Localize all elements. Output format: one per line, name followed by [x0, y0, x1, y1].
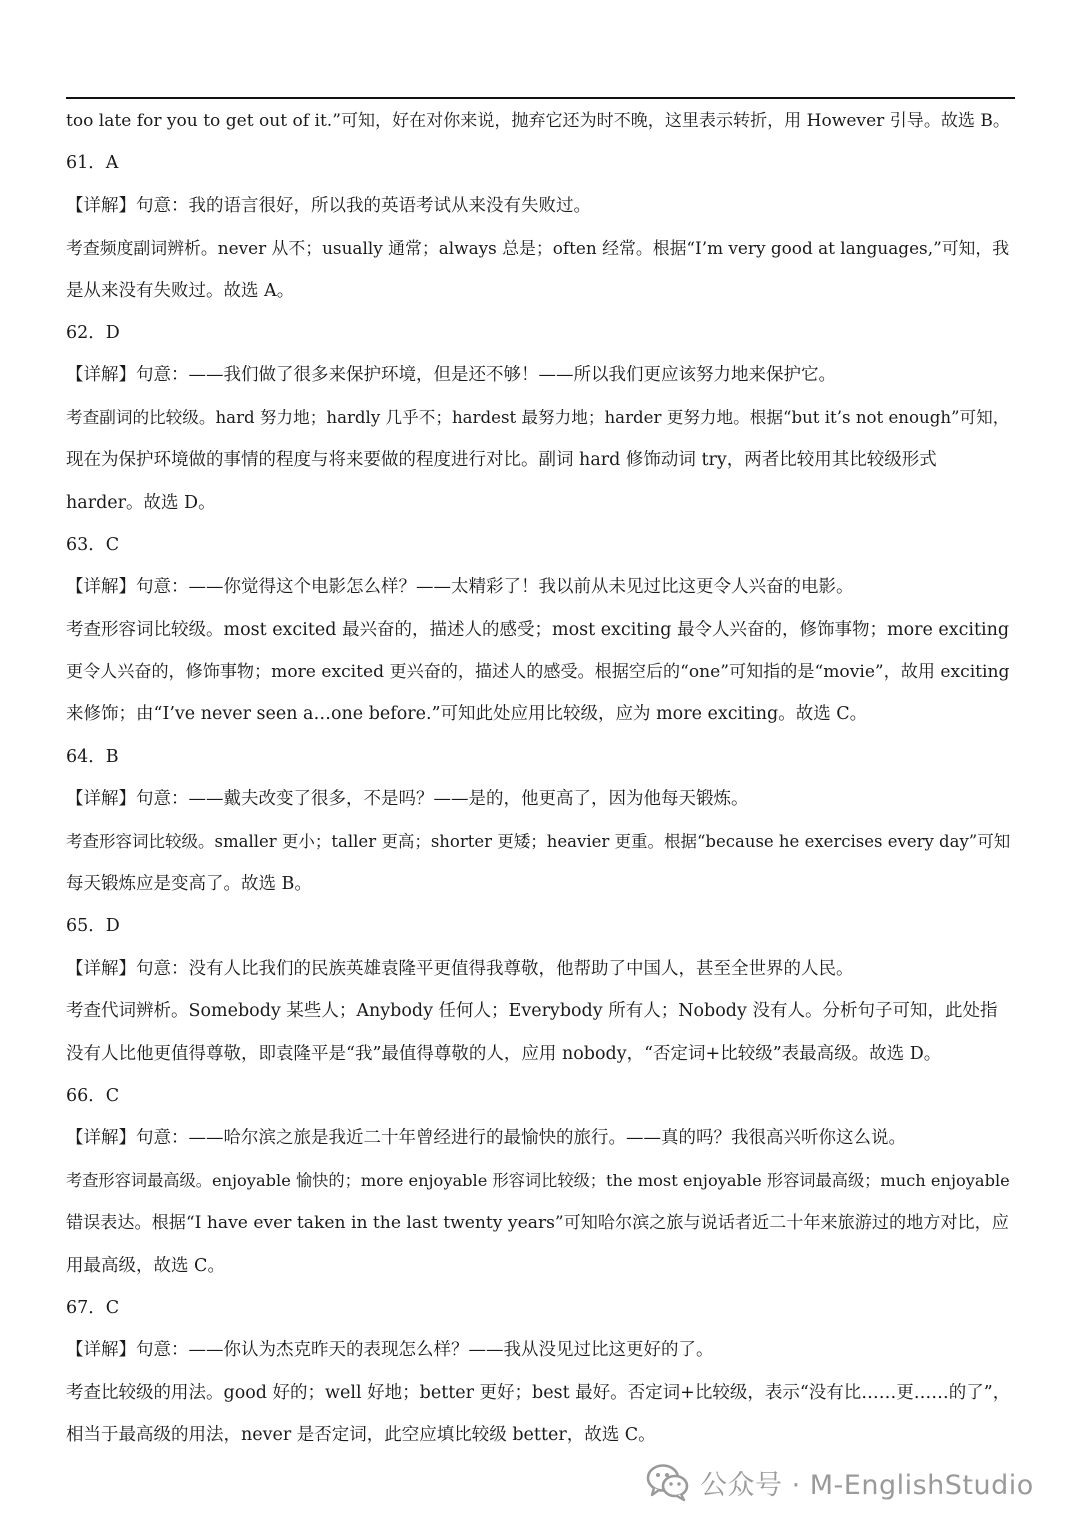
- text-line: 考查形容词比较级。most excited 最兴奋的，描述人的感受；most exciting 最令人兴奋的，修饰事物；more exciting: [66, 619, 1010, 640]
- text-line: 相当于最高级的用法，never 是否定词，此空应填比较级 better，故选 C。: [66, 1425, 656, 1446]
- text-line: 考查形容词比较级。smaller 更小；taller 更高；shorter 更矮；heavier 更重。根据“because he exercises every day”可知: [66, 831, 1011, 851]
- text-line: 考查副词的比较级。hard 努力地；hardly 几乎不；hardest 最努力地；harder 更努力地。根据“but it’s not enough”可知，: [66, 407, 1010, 427]
- text-line: 考查频度副词辨析。never 从不；usually 通常；always 总是；often 经常。根据“I’m very good at languages,”可知，我: [66, 238, 1010, 259]
- watermark-text: 公众号 · M-EnglishStudio: [700, 1469, 1034, 1501]
- document-body: [66, 100, 1015, 1457]
- text-line: 错误表达。根据“I have ever taken in the last twenty years”可知哈尔滨之旅与说话者近二十年来旅游过的地方对比，应: [66, 1213, 1009, 1234]
- text-line: 【详解】句意：——你觉得这个电影怎么样？——太精彩了！我以前从未见过比这更令人兴奋的电影。: [66, 577, 854, 598]
- text-line: 是从来没有失败过。故选 A。: [66, 280, 295, 301]
- text-line: 【详解】句意：——戴夫改变了很多，不是吗？——是的，他更高了，因为他每天锻炼。: [66, 789, 749, 810]
- text-line: 【详解】句意：——我们做了很多来保护环境，但是还不够！——所以我们更应该努力地来保护它。: [66, 365, 836, 386]
- text-line: 更令人兴奋的，修饰事物；more excited 更兴奋的，描述人的感受。根据空后的“one”可知指的是“movie”，故用 exciting: [66, 662, 1010, 683]
- text-line: 66．C: [66, 1085, 120, 1106]
- text-line: 现在为保护环境做的事情的程度与将来要做的程度进行对比。副词 hard 修饰动词 try，两者比较用其比较级形式: [66, 450, 937, 471]
- text-line: 67．C: [66, 1297, 120, 1318]
- header-rule: [66, 97, 1015, 99]
- text-line: 65．D: [66, 916, 120, 937]
- watermark: [646, 1459, 1034, 1505]
- text-line: 考查比较级的用法。good 好的；well 好地；better 更好；best 最好。否定词+比较级，表示“没有比……更……的了”，: [66, 1382, 1011, 1403]
- text-line: 考查代词辨析。Somebody 某些人；Anybody 任何人；Everybody 所有人；Nobody 没有人。分析句子可知，此处指: [66, 1001, 998, 1022]
- text-line: 每天锻炼应是变高了。故选 B。: [66, 874, 312, 895]
- text-line: 62．D: [66, 322, 120, 343]
- text-line: 61．A: [66, 153, 119, 174]
- text-line: too late for you to get out of it.”可知，好在对你来说，抛弃它还为时不晚，这里表示转折，用 However 引导。故选 B。: [66, 111, 1010, 131]
- text-line: 【详解】句意：没有人比我们的民族英雄袁隆平更值得我尊敬，他帮助了中国人，甚至全世界的人民。: [66, 958, 854, 979]
- text-line: 63．C: [66, 534, 120, 555]
- text-line: harder。故选 D。: [66, 492, 216, 513]
- text-line: 用最高级，故选 C。: [66, 1255, 225, 1276]
- text-line: 【详解】句意：我的语言很好，所以我的英语考试从来没有失败过。: [66, 195, 591, 216]
- text-line: 没有人比他更值得尊敬，即袁隆平是“我”最值得尊敬的人，应用 nobody，“否定词+比较级”表最高级。故选 D。: [66, 1043, 942, 1064]
- wechat-icon: [646, 1462, 690, 1502]
- text-line: 来修饰；由“I’ve never seen a…one before.”可知此处应用比较级，应为 more exciting。故选 C。: [66, 704, 868, 725]
- text-line: 【详解】句意：——哈尔滨之旅是我近二十年曾经进行的最愉快的旅行。——真的吗？我很高兴听你这么说。: [66, 1128, 906, 1149]
- text-line: 64．B: [66, 746, 119, 767]
- text-line: 【详解】句意：——你认为杰克昨天的表现怎么样？——我从没见过比这更好的了。: [66, 1340, 714, 1361]
- text-line: 考查形容词最高级。enjoyable 愉快的；more enjoyable 形容词比较级；the most enjoyable 形容词最高级；much enjoyable: [66, 1170, 1010, 1190]
